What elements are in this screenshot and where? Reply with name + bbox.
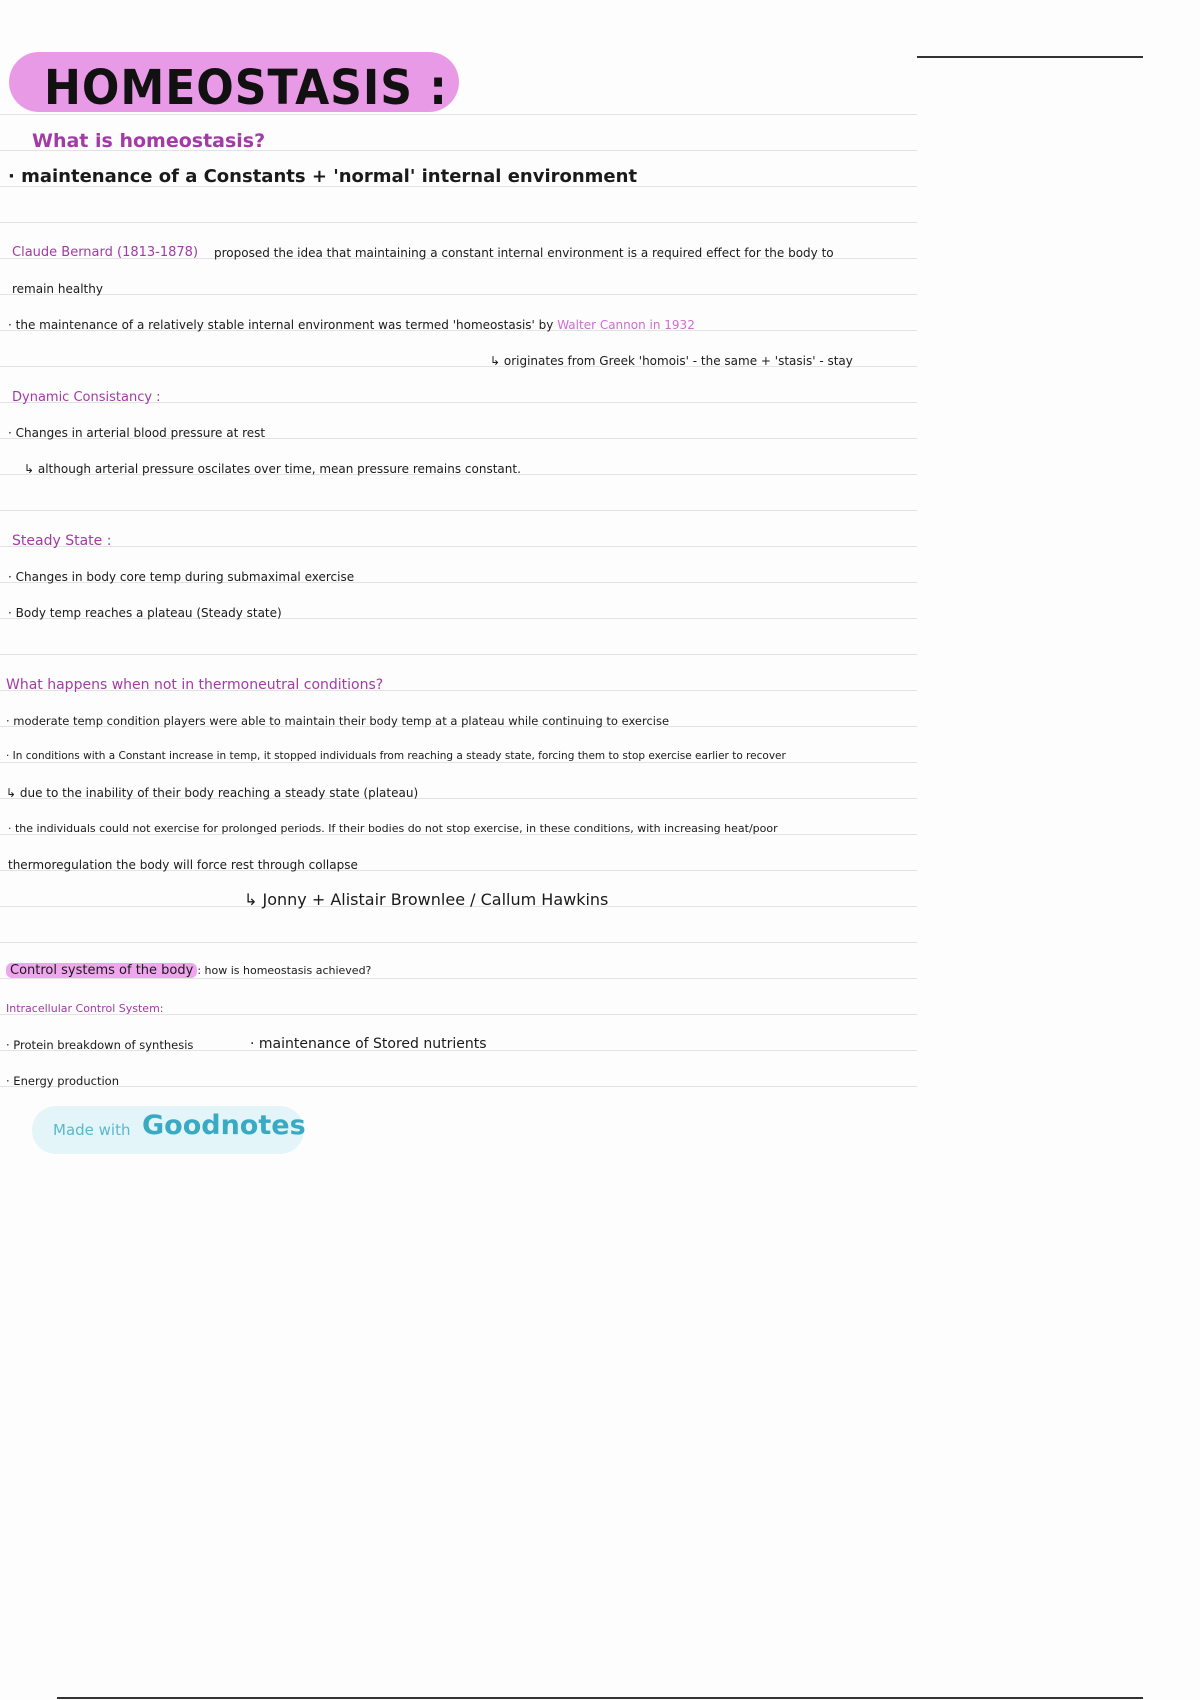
thermo-line-1: · moderate temp condition players were able to maintain their body temp at a plateau while continuing to exercise: [6, 714, 670, 728]
bernard-text-cont: remain healthy: [12, 282, 103, 296]
badge-goodnotes-logo: Goodnotes: [142, 1110, 306, 1141]
cannon-name: Walter Cannon in 1932: [557, 318, 695, 332]
bernard-text: proposed the idea that maintaining a constant internal environment is a required effect for the body to: [214, 246, 834, 260]
definition-line: · maintenance of a Constants + 'normal' internal environment: [8, 166, 638, 187]
control-item-3: · Energy production: [6, 1074, 119, 1088]
heading-dynamic: Dynamic Consistancy :: [12, 390, 161, 405]
heading-control: Control systems of the body: [6, 963, 197, 978]
dynamic-line-2: ↳ although arterial pressure oscilates over time, mean pressure remains constant.: [24, 462, 521, 476]
heading-what-is: What is homeostasis?: [32, 130, 266, 152]
ruled-line: [0, 1086, 917, 1087]
top-rule: [917, 56, 1143, 58]
ruled-line: [0, 654, 917, 655]
control-line: [6, 963, 371, 978]
ruled-line: [0, 510, 917, 511]
maintenance-text: · the maintenance of a relatively stable internal environment was termed 'homeostasis' by: [8, 318, 554, 332]
ruled-line: [0, 294, 917, 295]
heading-thermo: What happens when not in thermoneutral conditions?: [6, 677, 384, 693]
badge-made-with: Made with: [53, 1121, 131, 1139]
ruled-line: [0, 546, 917, 547]
maintenance-line: [8, 318, 695, 332]
control-item-2: · maintenance of Stored nutrients: [250, 1036, 487, 1052]
steady-line-2: · Body temp reaches a plateau (Steady state): [8, 606, 282, 620]
bottom-rule: [57, 1697, 1143, 1699]
ruled-line: [0, 222, 917, 223]
control-item-1: · Protein breakdown of synthesis: [6, 1038, 194, 1052]
steady-line-1: · Changes in body core temp during submaximal exercise: [8, 570, 355, 584]
control-subheading: Intracellular Control System:: [6, 1002, 164, 1015]
page-title: HOMEOSTASIS :: [44, 60, 448, 116]
thermo-line-6: ↳ Jonny + Alistair Brownlee / Callum Hawkins: [244, 890, 609, 909]
heading-steady: Steady State :: [12, 533, 112, 549]
ruled-line: [0, 762, 917, 763]
thermo-line-4: · the individuals could not exercise for prolonged periods. If their bodies do not stop exercise, in these conditions, with increasing heat/poor: [8, 822, 778, 835]
ruled-line: [0, 942, 917, 943]
thermo-line-5: thermoregulation the body will force rest through collapse: [8, 858, 358, 872]
control-heading-rest: : how is homeostasis achieved?: [197, 964, 372, 977]
thermo-line-2: · In conditions with a Constant increase in temp, it stopped individuals from reaching a steady state, forcing them to stop exercise earlier to recover: [6, 750, 786, 762]
thermo-line-3: ↳ due to the inability of their body reaching a steady state (plateau): [6, 786, 419, 800]
origin-line: ↳ originates from Greek 'homois' - the same + 'stasis' - stay: [490, 354, 853, 368]
bernard-name: Claude Bernard (1813-1878): [12, 245, 199, 260]
dynamic-line-1: · Changes in arterial blood pressure at rest: [8, 426, 266, 440]
ruled-line: [0, 978, 917, 979]
